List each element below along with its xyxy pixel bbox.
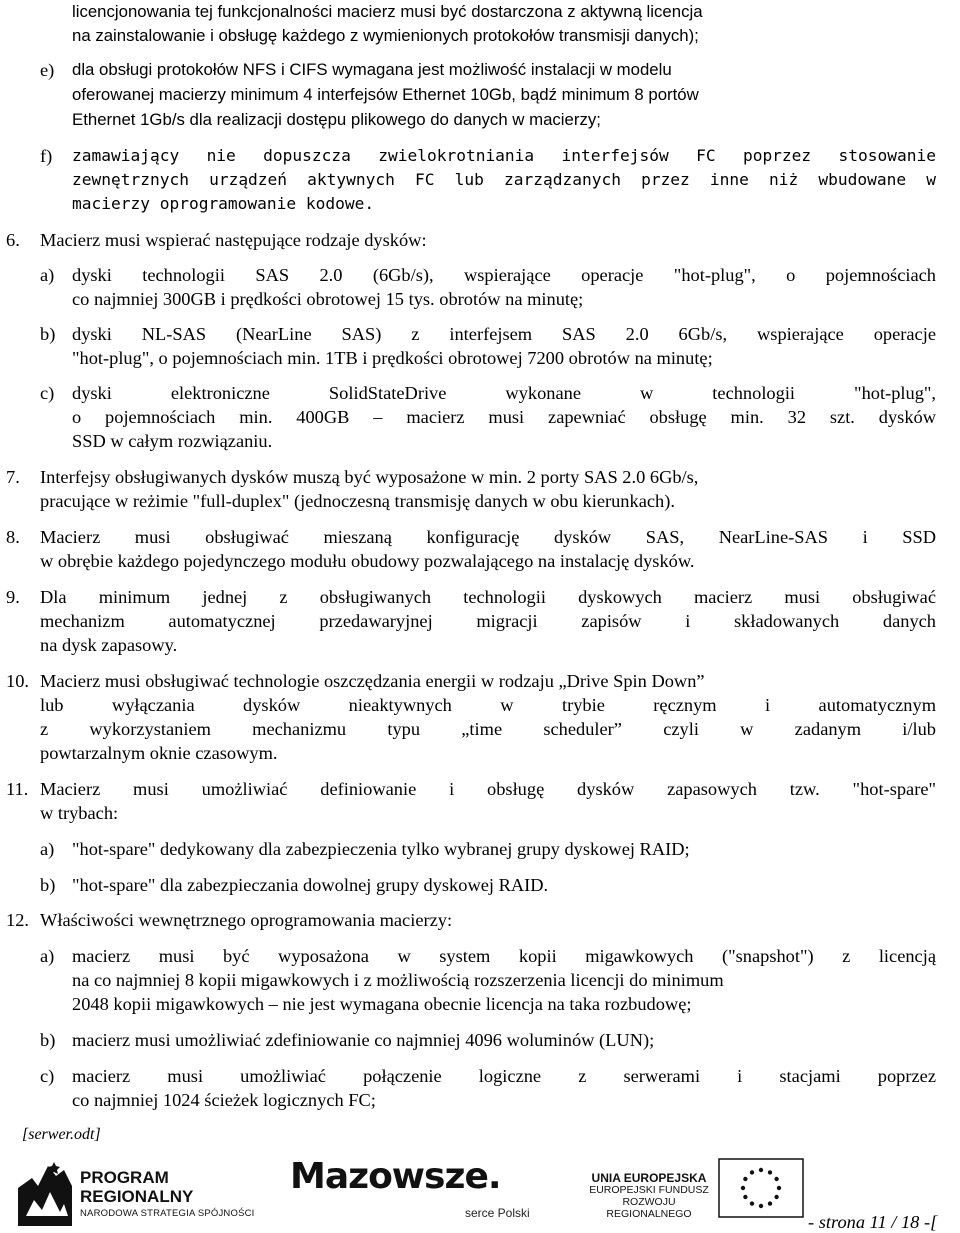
text-line: Macierz musi obsługiwać technologie oszczędzania energii w rodzaju „Drive Spin Down” (40, 671, 705, 691)
list-label: c) (40, 1066, 55, 1086)
eu-fund-logo-text (584, 1172, 714, 1220)
text-line: Macierz musi obsługiwać mieszaną konfigurację dysków SAS, NearLine-SAS i SSD (40, 527, 936, 547)
eu-fund-name: ROZWOJU REGIONALNEGO (606, 1196, 692, 1220)
list-label: 10. (6, 671, 29, 691)
eu-fund-name: EUROPEJSKI FUNDUSZ (589, 1184, 709, 1196)
text-line: o pojemnościach min. 400GB – macierz musi zapewniać obsługę min. 32 szt. dysków (72, 407, 936, 427)
text-line: oferowanej macierzy minimum 4 interfejsów Ethernet 10Gb, bądź minimum 8 portów (72, 85, 699, 104)
eu-flag-icon (718, 1158, 804, 1218)
file-reference: [serwer.odt] (22, 1126, 101, 1143)
text-line: Ethernet 1Gb/s dla realizacji dostępu plikowego do danych w macierzy; (72, 110, 601, 129)
text-line: licencjonowania tej funkcjonalności macierz musi być dostarczona z aktywną licencja (72, 2, 703, 21)
list-label: a) (40, 265, 55, 285)
text-line: dyski NL-SAS (NearLine SAS) z interfejsem SAS 2.0 6Gb/s, wspierające operacje (72, 324, 936, 344)
list-label: 9. (6, 587, 20, 607)
text-line: SSD w całym rozwiązaniu. (72, 431, 273, 451)
list-label: a) (40, 839, 55, 859)
list-label: 8. (6, 527, 20, 547)
text-line: na zainstalowanie i obsługę każdego z wymienionych protokołów transmisji danych); (72, 26, 699, 45)
text-line: mechanizm automatycznej przedawaryjnej migracji zapisów i składowanych danych (40, 611, 936, 631)
list-label: f) (40, 146, 53, 166)
text-line: Macierz musi umożliwiać definiowanie i obsługę dysków zapasowych tzw. "hot-spare" (40, 779, 936, 799)
mazowsze-tagline: serce Polski (465, 1206, 530, 1220)
list-label: 11. (6, 779, 29, 799)
text-line: w trybach: (40, 803, 119, 823)
page-number: - strona 11 / 18 -[ (808, 1212, 938, 1232)
list-label: e) (40, 60, 55, 80)
footer-logos (0, 1148, 960, 1232)
list-label: a) (40, 946, 55, 966)
text-line: macierz musi być wyposażona w system kopii migawkowych ("snapshot") z licencją (72, 946, 936, 966)
list-label: b) (40, 324, 56, 344)
text-line: co najmniej 1024 ścieżek logicznych FC; (72, 1090, 376, 1110)
text-line: dyski elektroniczne SolidStateDrive wykonane w technologii "hot-plug", (72, 383, 936, 403)
list-label: c) (40, 383, 55, 403)
program-title-line: PROGRAM (80, 1168, 169, 1187)
text-line: w obrębie każdego pojedynczego modułu obudowy pozwalającego na instalację dysków. (40, 551, 695, 571)
mazowsze-logo: Mazowsze. (290, 1156, 501, 1197)
text-line: Interfejsy obsługiwanych dysków muszą być wyposażone w min. 2 porty SAS 2.0 6Gb/s, (40, 467, 699, 487)
text-line: co najmniej 300GB i prędkości obrotowej 15 tys. obrotów na minutę; (72, 289, 584, 309)
program-regionalny-logo (80, 1168, 193, 1206)
text-line: "hot-spare" dla zabezpieczania dowolnej grupy dyskowej RAID. (72, 875, 549, 895)
text-line: zewnętrznych urządzeń aktywnych FC lub zarządzanych przez inne niż wbudowane w (72, 170, 936, 189)
text-line: 2048 kopii migawkowych – nie jest wymagana obecnie licencja na taka rozbudowę; (72, 994, 692, 1014)
text-line: Właściwości wewnętrznego oprogramowania macierzy: (40, 910, 453, 930)
text-line: pracujące w reżimie "full-duplex" (jednoczesną transmisję danych w obu kierunkach). (40, 491, 675, 511)
list-label: 7. (6, 467, 20, 487)
text-line: powtarzalnym oknie czasowym. (40, 743, 278, 763)
text-line: z wykorzystaniem mechanizmu typu „time scheduler” czyli w zadanym i/lub (40, 719, 936, 739)
text-line: na co najmniej 8 kopii migawkowych i z możliwością rozszerzenia licencji do minimum (72, 970, 724, 990)
text-line: Dla minimum jednej z obsługiwanych technologii dyskowych macierz musi obsługiwać (40, 587, 936, 607)
text-line: macierz musi umożliwiać zdefiniowanie co najmniej 4096 woluminów (LUN); (72, 1030, 655, 1050)
text-line: zamawiający nie dopuszcza zwielokrotniania interfejsów FC poprzez stosowanie (72, 146, 936, 165)
text-line: "hot-plug", o pojemnościach min. 1TB i prędkości obrotowej 7200 obrotów na minutę; (72, 348, 713, 368)
list-label: b) (40, 875, 56, 895)
text-line: Macierz musi wspierać następujące rodzaje dysków: (40, 230, 427, 250)
text-line: lub wyłączania dysków nieaktywnych w trybie ręcznym i automatycznym (40, 695, 936, 715)
program-regionalny-logo-icon (14, 1156, 76, 1228)
text-line: macierzy oprogramowanie kodowe. (72, 194, 375, 213)
program-title-line: REGIONALNY (80, 1187, 194, 1206)
text-line: na dysk zapasowy. (40, 635, 178, 655)
list-label: b) (40, 1030, 56, 1050)
program-subtitle: NARODOWA STRATEGIA SPÓJNOŚCI (80, 1208, 255, 1219)
list-label: 6. (6, 230, 20, 250)
text-line: "hot-spare" dedykowany dla zabezpieczenia tylko wybranej grupy dyskowej RAID; (72, 839, 690, 859)
text-line: dla obsługi protokołów NFS i CIFS wymagana jest możliwość instalacji w modelu (72, 60, 672, 79)
text-line: dyski technologii SAS 2.0 (6Gb/s), wspierające operacje "hot-plug", o pojemnościach (72, 265, 936, 285)
eu-name: UNIA EUROPEJSKA (591, 1171, 707, 1185)
list-label: 12. (6, 910, 29, 930)
text-line: macierz musi umożliwiać połączenie logiczne z serwerami i stacjami poprzez (72, 1066, 936, 1086)
